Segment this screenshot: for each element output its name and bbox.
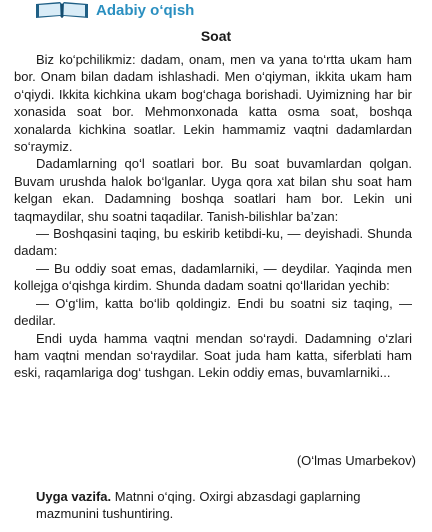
task-label: Uyga vazifa.	[36, 489, 112, 504]
paragraph: Endi uyda hamma vaqtni mendan so‘raydi. Dadamning o‘zlari ham vaqtni mendan so‘raydilar. Soat juda ham katta, siferblati ham eski, raqamlariga dog‘ tushgan. Lekin oddiy emas, buvamlarniki...	[14, 330, 412, 381]
section-header	[34, 0, 194, 20]
story-title: Soat	[200, 28, 232, 44]
paragraph: — Bu oddiy soat emas, dadamlarniki, — deydilar. Yaqinda men kollejga o‘qishga kirdim. Shunda dadam soatni qo‘llaridan yechib:	[14, 260, 412, 294]
author-credit: (O‘lmas Umarbekov)	[296, 453, 416, 468]
homework-task	[36, 488, 416, 523]
paragraph: Biz ko‘pchilikmiz: dadam, onam, men va yana to‘rtta ukam ham bor. Onam bilan dadam ishlashadi. Men o‘qiyman, ikkita ukam ham o‘qiydi. Ikkita kichkina ukam bog‘chaga borishadi. Uyimizning har bir xonasida soat bor. Mehmonxonada katta osma soat, boshqa xonalarda kichkina soatlar. Lekin hammamiz vaqtni dadamlardan so‘raymiz.	[14, 52, 412, 155]
section-label: Adabiy o‘qish	[96, 1, 195, 19]
story-body	[14, 51, 412, 382]
task-text: Matnni o‘qing. Oxirgi abzasdagi gaplarning mazmunini tushuntiring.	[36, 489, 361, 522]
open-book-icon	[34, 0, 90, 20]
paragraph: Dadamlarning qo‘l soatlari bor. Bu soat buvamlardan qolgan. Buvam urushda halok bo‘lganlar. Uyga qora xat bilan shu soat ham kelgan ekan. Dadamning boshqa soatlari ham bor. Lekin uni taqmaydilar, shu soatni taqadilar. Tanish-bilishlar ba’zan:	[14, 156, 412, 224]
paragraph: — Boshqasini taqing, bu eskirib ketibdi-ku, — deyishadi. Shunda dadam:	[14, 226, 412, 259]
paragraph: — O‘g‘lim, katta bo‘lib qoldingiz. Endi bu soatni siz taqing, — dedilar.	[14, 295, 412, 329]
